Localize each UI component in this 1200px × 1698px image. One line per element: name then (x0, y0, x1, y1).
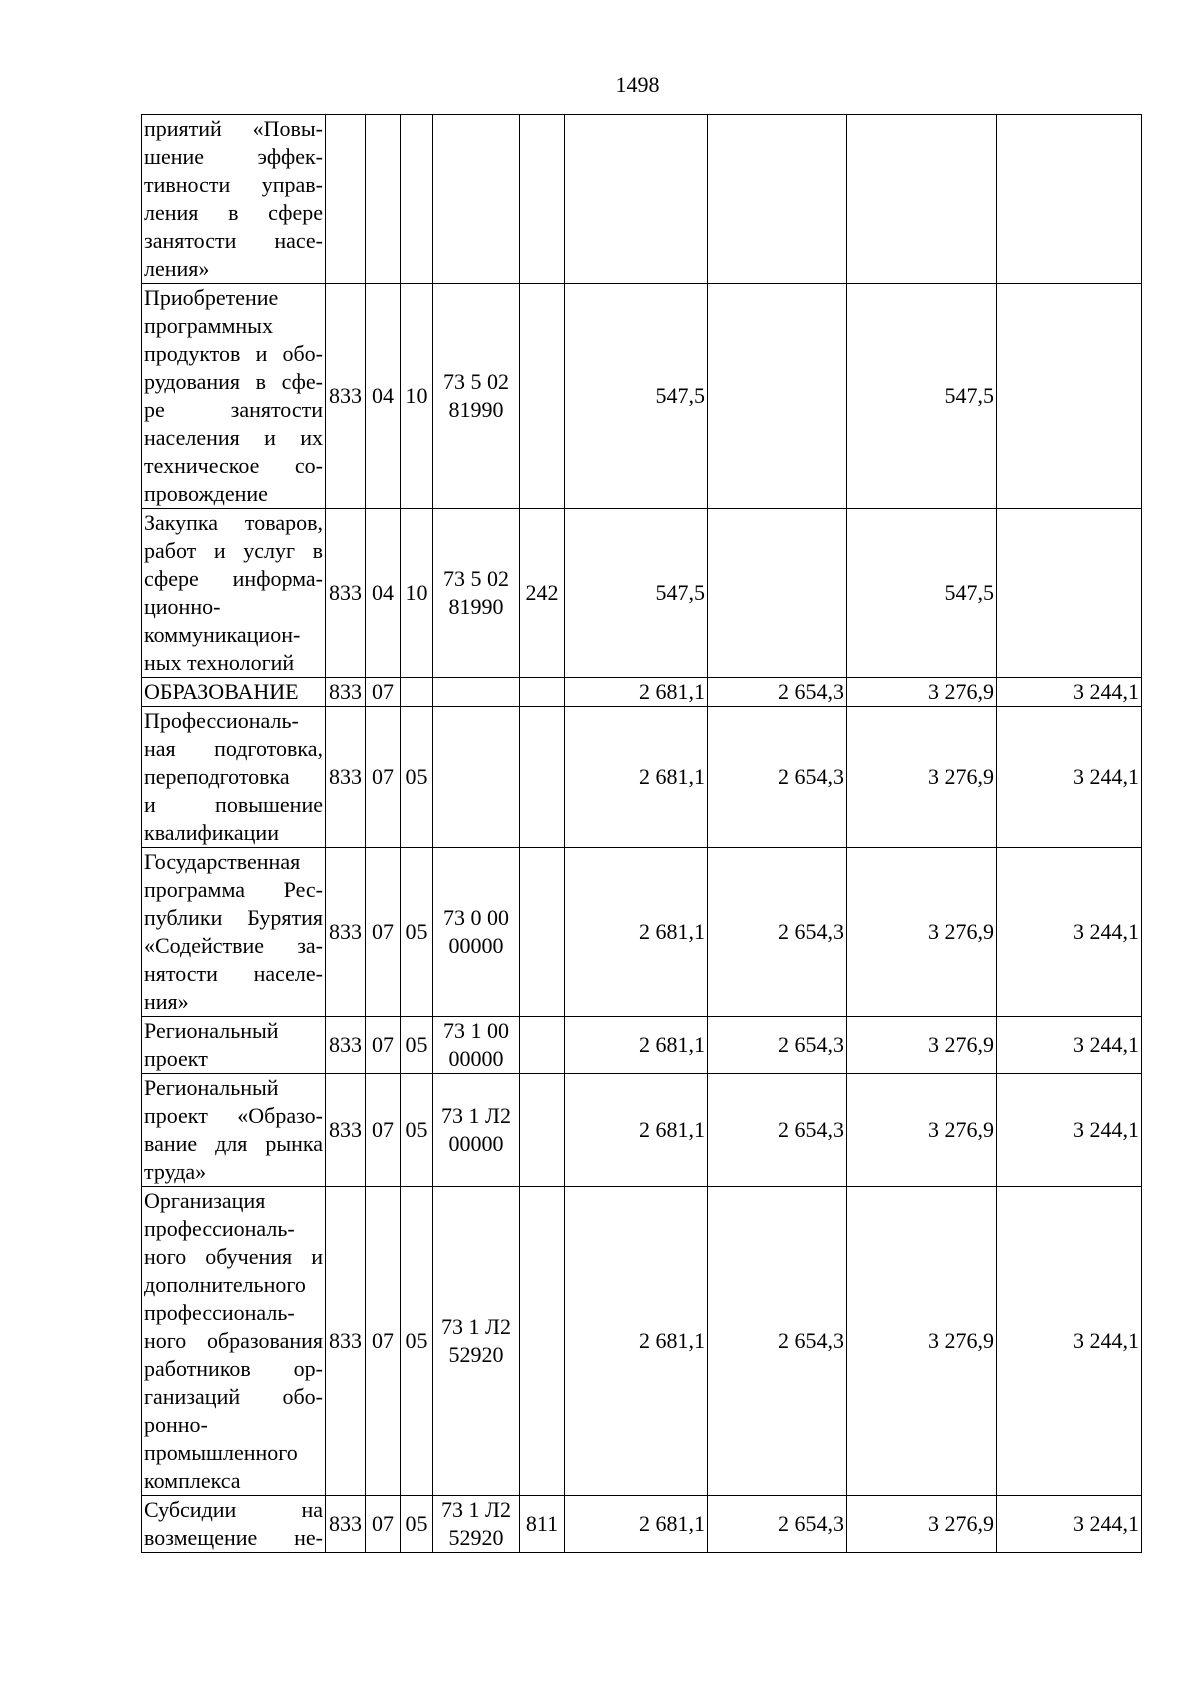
expense-type-cell (520, 678, 565, 707)
target-article-line: 73 1 Л2 (441, 1314, 511, 1339)
target-article-line: 73 1 Л2 (441, 1103, 511, 1128)
row-name-line: «Содействие за- (144, 933, 323, 958)
row-name-cell (142, 1074, 326, 1187)
subsection-code-cell: 05 (401, 1074, 433, 1187)
amount-cell-2: 2 654,3 (708, 1496, 847, 1553)
row-name-line: Организация (144, 1188, 266, 1213)
amount-cell-4: 3 244,1 (997, 848, 1142, 1017)
table-row (142, 1017, 1142, 1074)
amount-cell-3: 3 276,9 (847, 1496, 997, 1553)
row-name-line: комплекса (144, 1468, 241, 1493)
row-name-line: переподготовка (144, 764, 290, 789)
subsection-code-cell: 05 (401, 1187, 433, 1496)
amount-cell-1 (565, 115, 708, 284)
amount-cell-3: 3 276,9 (847, 707, 997, 848)
subsection-code-cell: 05 (401, 1496, 433, 1553)
expense-type-cell (520, 115, 565, 284)
amount-cell-3: 3 276,9 (847, 1074, 997, 1187)
target-article-line: 81990 (448, 594, 504, 619)
admin-code-cell: 833 (326, 848, 366, 1017)
row-name-line: коммуникацион- (144, 622, 301, 647)
row-name-cell (142, 115, 326, 284)
section-code-cell: 07 (366, 678, 401, 707)
target-article-cell (433, 678, 520, 707)
row-name-line: Региональный (144, 1018, 279, 1043)
row-name-line: возмещение не- (144, 1525, 323, 1550)
amount-cell-3: 547,5 (847, 509, 997, 678)
row-name-line: ОБРАЗОВАНИЕ (144, 679, 299, 704)
subsection-code-cell: 05 (401, 1017, 433, 1074)
row-name-line: ления в сфере (144, 200, 323, 225)
admin-code-cell: 833 (326, 1074, 366, 1187)
amount-cell-1: 2 681,1 (565, 1187, 708, 1496)
amount-cell-4: 3 244,1 (997, 1017, 1142, 1074)
table-row (142, 678, 1142, 707)
row-name-line: тивности управ- (144, 172, 323, 197)
section-code-cell: 07 (366, 1496, 401, 1553)
target-article-line: 00000 (448, 1131, 504, 1156)
row-name-line: провождение (144, 481, 268, 506)
table-row (142, 284, 1142, 509)
row-name-line: ления» (144, 256, 210, 281)
amount-cell-2: 2 654,3 (708, 707, 847, 848)
target-article-cell (433, 115, 520, 284)
target-article-line: 81990 (448, 397, 504, 422)
amount-cell-4 (997, 509, 1142, 678)
row-name-line: и повышение (144, 792, 323, 817)
target-article-line: 00000 (448, 1046, 504, 1071)
target-article-cell (433, 707, 520, 848)
target-article-cell (433, 1187, 520, 1496)
table-row (142, 115, 1142, 284)
amount-cell-4: 3 244,1 (997, 1496, 1142, 1553)
row-name-line: дополнительного (144, 1272, 306, 1297)
subsection-code-cell: 10 (401, 284, 433, 509)
row-name-line: проект (144, 1046, 208, 1071)
page-number: 1498 (615, 72, 660, 97)
amount-cell-1: 2 681,1 (565, 1496, 708, 1553)
row-name-line: вание для рынка (144, 1131, 323, 1156)
row-name-line: профессиональ- (144, 1300, 295, 1325)
row-name-line: Региональный (144, 1075, 279, 1100)
row-name-line: программа Рес- (144, 877, 323, 902)
row-name-line: приятий «Повы- (144, 116, 323, 141)
table-row (142, 707, 1142, 848)
table-body (142, 115, 1142, 1553)
table-row (142, 1187, 1142, 1496)
admin-code-cell: 833 (326, 707, 366, 848)
subsection-code-cell: 05 (401, 707, 433, 848)
amount-cell-2 (708, 509, 847, 678)
admin-code-cell: 833 (326, 509, 366, 678)
row-name-cell (142, 1496, 326, 1553)
amount-cell-1: 2 681,1 (565, 848, 708, 1017)
amount-cell-2: 2 654,3 (708, 1017, 847, 1074)
amount-cell-4: 3 244,1 (997, 678, 1142, 707)
row-name-line: ного образования (144, 1328, 323, 1353)
section-code-cell: 04 (366, 284, 401, 509)
amount-cell-3: 3 276,9 (847, 848, 997, 1017)
target-article-cell (433, 848, 520, 1017)
admin-code-cell: 833 (326, 1187, 366, 1496)
row-name-line: труда» (144, 1159, 207, 1184)
row-name-line: программных (144, 313, 273, 338)
row-name-line: ронно- (144, 1412, 208, 1437)
amount-cell-3 (847, 115, 997, 284)
row-name-cell (142, 1017, 326, 1074)
target-article-line: 52920 (448, 1525, 504, 1550)
amount-cell-4: 3 244,1 (997, 1187, 1142, 1496)
row-name-line: Профессиональ- (144, 708, 299, 733)
target-article-line: 73 1 00 (443, 1018, 509, 1043)
row-name-line: профессиональ- (144, 1216, 295, 1241)
section-code-cell: 07 (366, 1017, 401, 1074)
row-name-line: ционно- (144, 594, 221, 619)
admin-code-cell: 833 (326, 284, 366, 509)
target-article-cell (433, 1496, 520, 1553)
row-name-cell (142, 678, 326, 707)
amount-cell-3: 3 276,9 (847, 1017, 997, 1074)
admin-code-cell (326, 115, 366, 284)
row-name-line: Государственная (144, 849, 301, 874)
target-article-line: 73 5 02 (443, 369, 509, 394)
row-name-cell (142, 509, 326, 678)
target-article-cell (433, 1017, 520, 1074)
row-name-line: ного обучения и (144, 1244, 323, 1269)
row-name-cell (142, 707, 326, 848)
row-name-line: публики Бурятия (144, 905, 323, 930)
amount-cell-3: 547,5 (847, 284, 997, 509)
subsection-code-cell: 10 (401, 509, 433, 678)
expense-type-cell: 242 (520, 509, 565, 678)
section-code-cell: 07 (366, 1074, 401, 1187)
target-article-line: 73 0 00 (443, 905, 509, 930)
amount-cell-1: 2 681,1 (565, 1017, 708, 1074)
target-article-cell (433, 509, 520, 678)
row-name-cell (142, 284, 326, 509)
subsection-code-cell (401, 115, 433, 284)
table-row (142, 1496, 1142, 1553)
row-name-cell (142, 848, 326, 1017)
row-name-line: промышленного (144, 1440, 298, 1465)
target-article-line: 73 1 Л2 (441, 1497, 511, 1522)
row-name-line: ная подготовка, (144, 736, 323, 761)
budget-table (141, 114, 1142, 1553)
section-code-cell: 04 (366, 509, 401, 678)
row-name-line: Приобретение (144, 285, 279, 310)
amount-cell-1: 547,5 (565, 509, 708, 678)
row-name-line: ния» (144, 989, 189, 1014)
expense-type-cell (520, 848, 565, 1017)
target-article-line: 73 5 02 (443, 566, 509, 591)
amount-cell-1: 2 681,1 (565, 707, 708, 848)
row-name-line: работ и услуг в (144, 538, 323, 563)
amount-cell-4: 3 244,1 (997, 1074, 1142, 1187)
row-name-cell (142, 1187, 326, 1496)
expense-type-cell (520, 284, 565, 509)
row-name-line: занятости насе- (144, 228, 323, 253)
amount-cell-2: 2 654,3 (708, 1074, 847, 1187)
section-code-cell: 07 (366, 707, 401, 848)
section-code-cell: 07 (366, 848, 401, 1017)
amount-cell-2 (708, 284, 847, 509)
row-name-line: проект «Образо- (144, 1103, 323, 1128)
admin-code-cell: 833 (326, 678, 366, 707)
table-row (142, 1074, 1142, 1187)
amount-cell-4: 3 244,1 (997, 707, 1142, 848)
amount-cell-2: 2 654,3 (708, 678, 847, 707)
row-name-line: шение эффек- (144, 144, 323, 169)
row-name-line: ганизаций обо- (144, 1384, 323, 1409)
expense-type-cell (520, 1074, 565, 1187)
row-name-line: продуктов и обо- (144, 341, 323, 366)
amount-cell-3: 3 276,9 (847, 1187, 997, 1496)
target-article-cell (433, 284, 520, 509)
section-code-cell (366, 115, 401, 284)
row-name-line: ных технологий (144, 650, 295, 675)
section-code-cell: 07 (366, 1187, 401, 1496)
target-article-cell (433, 1074, 520, 1187)
amount-cell-1: 2 681,1 (565, 1074, 708, 1187)
subsection-code-cell (401, 678, 433, 707)
target-article-line: 00000 (448, 933, 504, 958)
table-row (142, 848, 1142, 1017)
row-name-line: квалификации (144, 820, 279, 845)
amount-cell-3: 3 276,9 (847, 678, 997, 707)
row-name-line: сфере информа- (144, 566, 323, 591)
subsection-code-cell: 05 (401, 848, 433, 1017)
amount-cell-4 (997, 284, 1142, 509)
expense-type-cell: 811 (520, 1496, 565, 1553)
row-name-line: рудования в сфе- (144, 369, 323, 394)
amount-cell-4 (997, 115, 1142, 284)
expense-type-cell (520, 707, 565, 848)
amount-cell-1: 2 681,1 (565, 678, 708, 707)
row-name-line: населения и их (144, 425, 323, 450)
row-name-line: техническое со- (144, 453, 323, 478)
expense-type-cell (520, 1017, 565, 1074)
table-row (142, 509, 1142, 678)
row-name-line: ре занятости (144, 397, 323, 422)
amount-cell-2: 2 654,3 (708, 1187, 847, 1496)
row-name-line: нятости населе- (144, 961, 323, 986)
expense-type-cell (520, 1187, 565, 1496)
row-name-line: Закупка товаров, (144, 510, 323, 535)
row-name-line: Субсидии на (144, 1497, 323, 1522)
admin-code-cell: 833 (326, 1017, 366, 1074)
amount-cell-2 (708, 115, 847, 284)
row-name-line: работников ор- (144, 1356, 323, 1381)
amount-cell-1: 547,5 (565, 284, 708, 509)
target-article-line: 52920 (448, 1342, 504, 1367)
admin-code-cell: 833 (326, 1496, 366, 1553)
amount-cell-2: 2 654,3 (708, 848, 847, 1017)
